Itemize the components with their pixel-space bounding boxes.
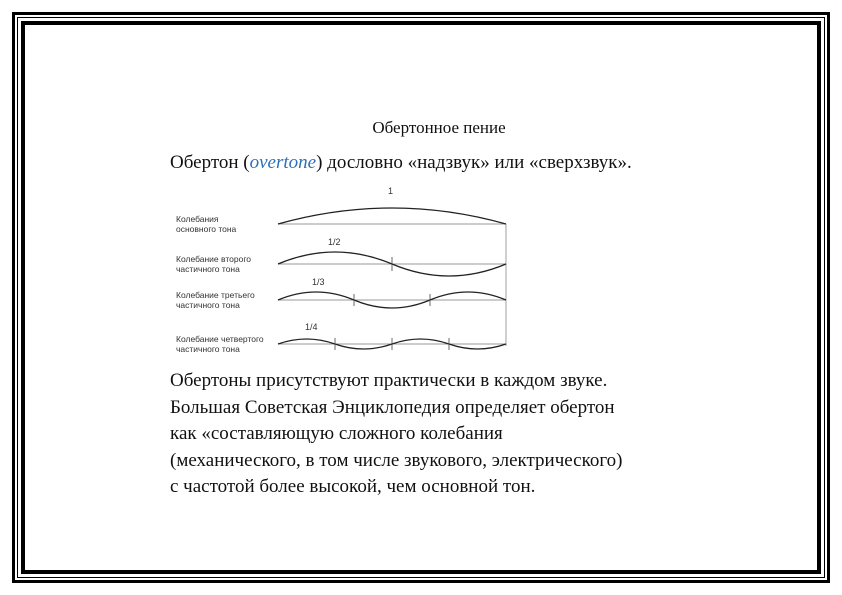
row4-label — [176, 334, 264, 354]
body-line-3: как «составляющую сложного колебания — [170, 423, 503, 444]
body-line-1: Обертоны присутствуют практически в каждом звуке. — [170, 370, 608, 391]
row4-label-line2: частичного тона — [176, 344, 240, 354]
row3-label-line1: Колебание третьего — [176, 290, 255, 300]
row1-label-line2: основного тона — [176, 224, 237, 234]
row1-label — [176, 214, 236, 234]
body-line-5: с частотой более высокой, чем основной тон. — [170, 476, 536, 497]
row2-label — [176, 254, 251, 274]
row3-label — [176, 290, 255, 310]
body-line-4: (механического, в том числе звукового, электрического) — [170, 449, 623, 471]
row3-fraction: 1/3 — [312, 277, 325, 287]
slide-title: Обертонное пение — [372, 118, 506, 137]
row3-label-line2: частичного тона — [176, 300, 240, 310]
row1-label-line1: Колебания — [176, 214, 219, 224]
intro-line — [170, 152, 632, 174]
row2-label-line2: частичного тона — [176, 264, 240, 274]
intro-prefix: Обертон ( — [170, 152, 250, 173]
row1-fraction: 1 — [388, 186, 394, 196]
body-paragraph — [170, 368, 623, 501]
row4-fraction: 1/4 — [305, 322, 318, 332]
row1-wave — [278, 208, 506, 224]
row4-label-line1: Колебание четвертого — [176, 334, 264, 344]
row2-fraction: 1/2 — [328, 237, 341, 247]
overtone-diagram — [170, 184, 520, 360]
intro-suffix: ) дословно «надзвук» или «сверхзвук». — [316, 152, 632, 173]
body-line-2: Большая Советская Энциклопедия определяет обертон — [170, 396, 615, 418]
row2-label-line1: Колебание второго — [176, 254, 251, 264]
intro-term: overtone — [249, 152, 317, 173]
